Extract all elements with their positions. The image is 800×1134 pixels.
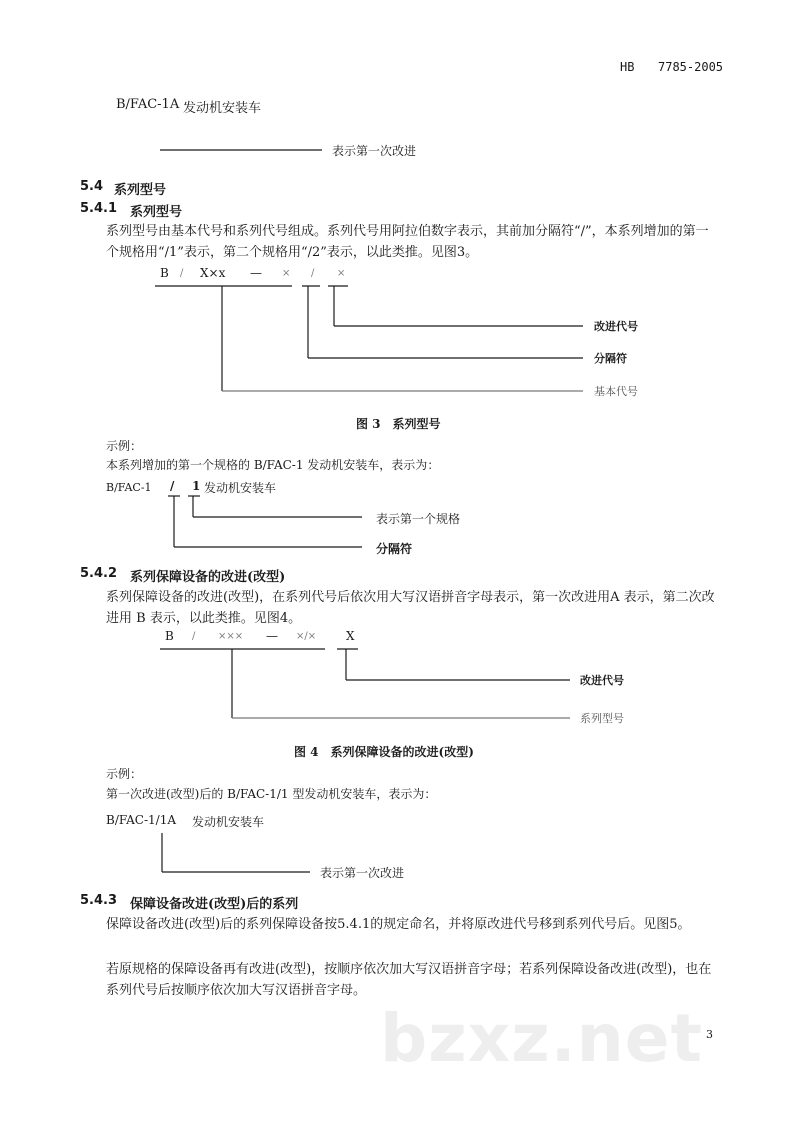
example2-annotation: 表示第一次改进 [320, 866, 405, 880]
page-number: 3 [706, 1028, 713, 1041]
fig3-code-b: B [160, 266, 169, 280]
section-5-4-3-paragraph-1 [106, 914, 718, 935]
top-example-name: 发动机安装车 [183, 101, 262, 116]
section-5-4-1-title: 系列型号 [130, 205, 183, 220]
fig3-caption: 图 3 系列型号 [356, 417, 441, 431]
fig4-code-xxx: ××× [218, 631, 244, 642]
section-5-4-3-text-1: 保障设备改进(改型)后的系列保障设备按5.4.1的规定命名，并将原改进代号移到系列代号后。见图5。 [106, 917, 691, 932]
example2-heading: 示例： [106, 767, 143, 781]
section-5-4-3-text-2: 若原规格的保障设备再有改进(改型)，按顺序依次加大写汉语拼音字母；若系列保障设备改进(改型)，也在系列代号后按顺序依次加大写汉语拼音字母。 [106, 962, 712, 998]
fig4-label-series: 系列型号 [580, 712, 624, 725]
example2-code: B/FAC-1/1A [106, 813, 177, 827]
fig4-code-xx: ×/× [296, 631, 317, 642]
fig3-code-x2: × [337, 268, 346, 279]
example1-heading: 示例： [106, 439, 143, 453]
example1-slash: / [170, 479, 175, 493]
watermark: bzxz.net [380, 1000, 704, 1077]
section-5-4-3-title: 保障设备改进(改型)后的系列 [130, 897, 299, 912]
fig4-code-x: X [346, 629, 355, 643]
top-example-annotation: 表示第一次改进 [332, 144, 417, 158]
fig3-code-slash2: / [311, 268, 315, 279]
fig3-label-improve: 改进代号 [594, 320, 638, 333]
top-example-code: B/FAC-1A [116, 97, 180, 112]
fig4-label-improve: 改进代号 [580, 674, 624, 687]
section-5-4-1-text: 系列型号由基本代号和系列代号组成。系列代号用阿拉伯数字表示，其前加分隔符“/”，本系列增加的第一个规格用“/1”表示，第二个规格用“/2”表示，以此类推。见图3。 [106, 224, 709, 260]
section-5-4-2-number: 5.4.2 [80, 566, 118, 581]
fig3-code-slash1: / [180, 268, 184, 279]
fig3-code-x1: × [282, 268, 291, 279]
example1-name: 发动机安装车 [204, 481, 277, 495]
example1-code: B/FAC-1 [106, 481, 152, 494]
fig3-label-separator: 分隔符 [594, 352, 627, 365]
example1-one: 1 [192, 479, 201, 493]
example2-text: 第一次改进(改型)后的 B/FAC-1/1 型发动机安装车，表示为： [106, 787, 437, 801]
section-5-4-3-paragraph-2 [106, 959, 718, 1001]
example1-text: 本系列增加的第一个规格的 B/FAC-1 发动机安装车，表示为： [106, 458, 440, 472]
fig4-code-slash: / [192, 631, 196, 642]
fig4-code-dash: — [266, 629, 278, 643]
fig4-caption: 图 4 系列保障设备的改进(改型) [294, 745, 474, 759]
section-5-4-2-text: 系列保障设备的改进(改型)，在系列代号后依次用大写汉语拼音字母表示，第一次改进用A 表示，第二次改进用 B 表示，以此类推。见图4。 [106, 590, 715, 626]
fig4-code-b: B [165, 629, 174, 643]
fig3-code-xxx: X×x [200, 266, 226, 280]
example1-label-spec: 表示第一个规格 [376, 512, 461, 526]
section-5-4-3-number: 5.4.3 [80, 893, 118, 908]
section-5-4-1-number: 5.4.1 [80, 201, 118, 216]
fig3-label-base: 基本代号 [594, 385, 638, 398]
standard-prefix: HB [620, 60, 635, 74]
example1-label-separator: 分隔符 [376, 542, 413, 556]
section-5-4-title: 系列型号 [114, 183, 167, 198]
section-5-4-number: 5.4 [80, 179, 104, 194]
standard-number: 7785-2005 [658, 60, 724, 74]
section-5-4-2-title: 系列保障设备的改进(改型) [130, 570, 286, 585]
fig3-code-dash: — [250, 266, 262, 280]
example2-name: 发动机安装车 [192, 815, 265, 829]
